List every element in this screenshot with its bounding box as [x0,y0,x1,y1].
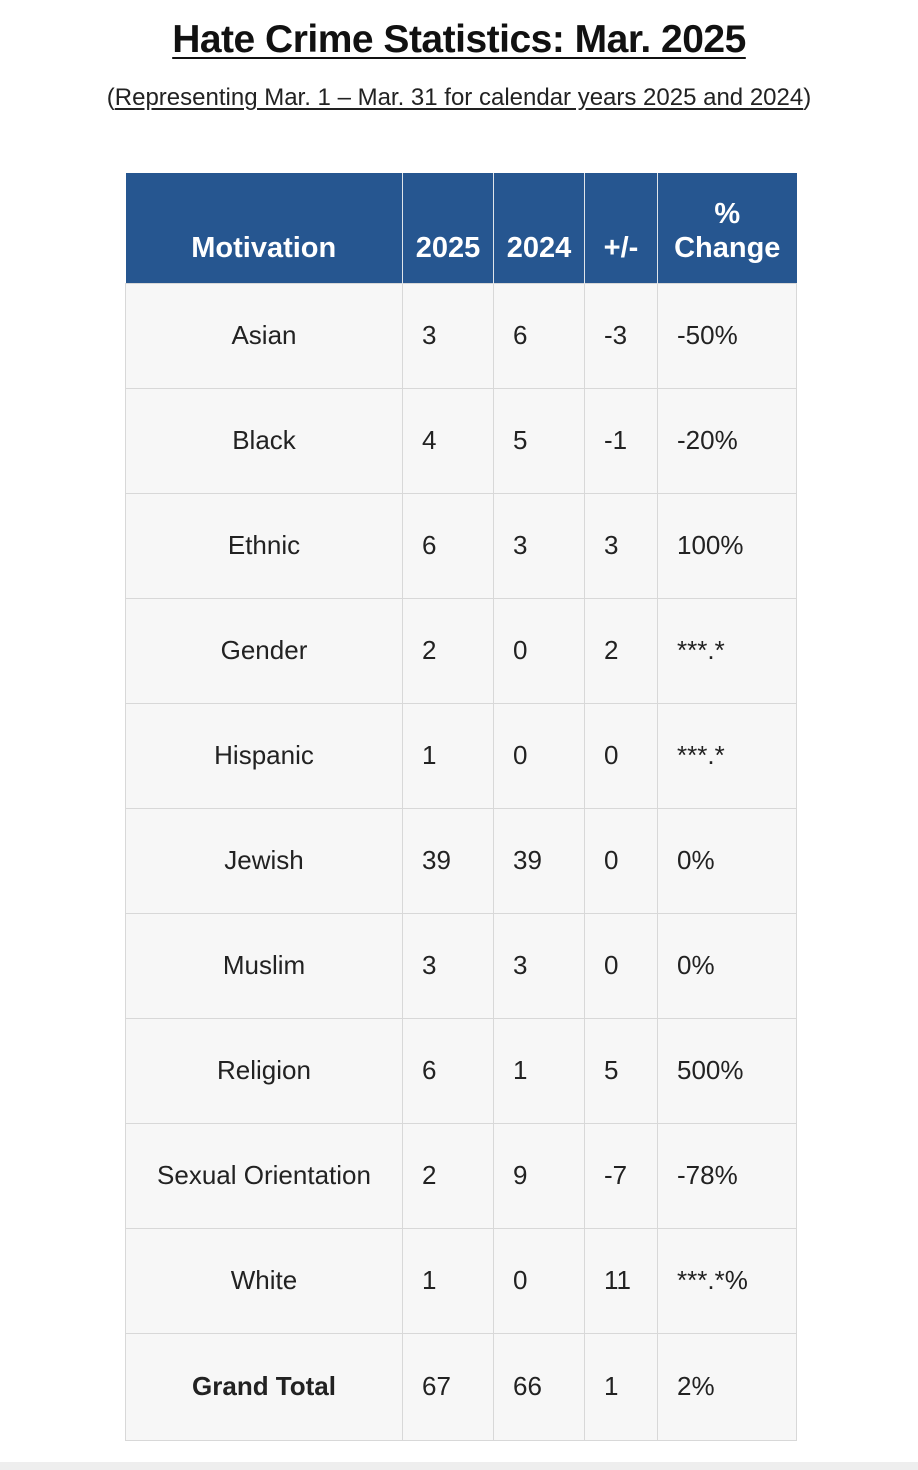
table-row [126,388,797,493]
diff-cell: -1 [585,388,658,493]
diff-cell: 5 [585,1018,658,1123]
motivation-cell: Jewish [126,808,403,913]
value-2024-cell: 6 [494,283,585,388]
subtitle-close-paren: ) [803,84,812,111]
pct-change-cell: 0% [658,808,797,913]
value-2024-cell: 5 [494,388,585,493]
value-2025-cell: 6 [403,1018,494,1123]
total-2024: 66 [494,1333,585,1440]
diff-cell: 11 [585,1228,658,1333]
total-diff: 1 [585,1333,658,1440]
value-2024-cell: 0 [494,598,585,703]
value-2024-cell: 1 [494,1018,585,1123]
table-row [126,1018,797,1123]
value-2025-cell: 39 [403,808,494,913]
value-2024-cell: 39 [494,808,585,913]
diff-cell: 3 [585,493,658,598]
table-row [126,1228,797,1333]
page-title [0,18,918,62]
pct-change-cell: 500% [658,1018,797,1123]
value-2024-cell: 0 [494,1228,585,1333]
motivation-cell: Muslim [126,913,403,1018]
pct-change-cell: ***.*% [658,1228,797,1333]
pct-change-cell: -78% [658,1123,797,1228]
page-subtitle [0,84,918,112]
motivation-cell: Gender [126,598,403,703]
table-row-grand-total [126,1333,797,1440]
header-motivation: Motivation [126,173,403,283]
pct-change-cell: -20% [658,388,797,493]
value-2025-cell: 6 [403,493,494,598]
table-row [126,1123,797,1228]
table-row [126,493,797,598]
diff-cell: -7 [585,1123,658,1228]
value-2025-cell: 2 [403,598,494,703]
hate-crime-table [125,173,797,1441]
pct-change-cell: 0% [658,913,797,1018]
diff-cell: 0 [585,913,658,1018]
table-row [126,598,797,703]
header-2025: 2025 [403,173,494,283]
header-pct-change-line: % [714,197,741,230]
header-2024: 2024 [494,173,585,283]
value-2024-cell: 0 [494,703,585,808]
motivation-cell: Black [126,388,403,493]
table-header [126,173,797,283]
table-row [126,913,797,1018]
header-pct-change [658,173,797,283]
value-2024-cell: 9 [494,1123,585,1228]
diff-cell: 0 [585,808,658,913]
motivation-cell: Hispanic [126,703,403,808]
motivation-cell: Asian [126,283,403,388]
diff-cell: 2 [585,598,658,703]
pct-change-cell: 100% [658,493,797,598]
value-2025-cell: 3 [403,913,494,1018]
value-2025-cell: 3 [403,283,494,388]
table-row [126,808,797,913]
motivation-cell: Sexual Orientation [126,1123,403,1228]
subtitle-link[interactable]: Representing Mar. 1 – Mar. 31 for calendar years 2025 and 2024 [114,84,804,111]
motivation-cell: Ethnic [126,493,403,598]
pct-change-cell: ***.* [658,703,797,808]
value-2025-cell: 4 [403,388,494,493]
table-row [126,283,797,388]
header-row [126,173,797,283]
value-2025-cell: 1 [403,703,494,808]
motivation-cell: White [126,1228,403,1333]
pct-change-cell: -50% [658,283,797,388]
total-pct-change: 2% [658,1333,797,1440]
motivation-cell: Religion [126,1018,403,1123]
value-2024-cell: 3 [494,493,585,598]
value-2025-cell: 2 [403,1123,494,1228]
diff-cell: -3 [585,283,658,388]
header-diff: +/- [585,173,658,283]
total-2025: 67 [403,1333,494,1440]
value-2025-cell: 1 [403,1228,494,1333]
header-pct-change-line: Change [674,231,781,264]
diff-cell: 0 [585,703,658,808]
total-label: Grand Total [126,1333,403,1440]
bottom-edge [0,1462,918,1470]
table-row [126,703,797,808]
pct-change-cell: ***.* [658,598,797,703]
value-2024-cell: 3 [494,913,585,1018]
table-body [126,283,797,1440]
page-title-text: Hate Crime Statistics: Mar. 2025 [172,18,746,61]
subtitle-open-paren: ( [106,84,115,111]
